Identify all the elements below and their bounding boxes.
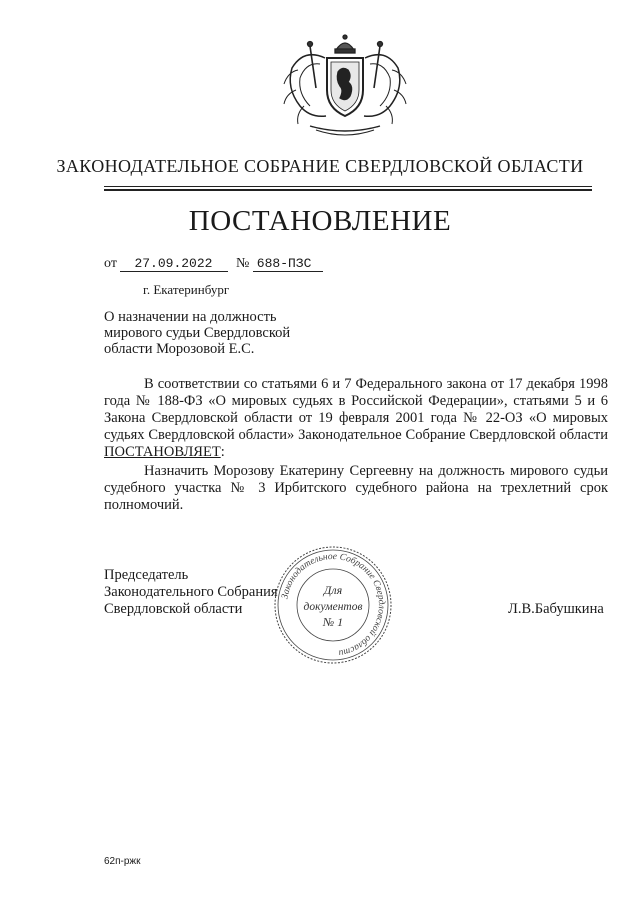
decree-colon: : — [220, 444, 225, 460]
number-prefix: № — [235, 256, 250, 271]
sverdlovsk-oblast-coat-of-arms-icon — [270, 28, 420, 140]
body-paragraph: Назначить Морозову Екатерину Сергеевну на должность мирового судьи судебного участка № 3 Ирбитского судебного района на трехлетний срок полномочий. — [104, 463, 608, 513]
document-city: г. Екатеринбург — [143, 282, 230, 297]
stamp-center-line: № 1 — [322, 615, 344, 629]
preamble-text: В соответствии со статьями 6 и 7 Федерального закона от 17 декабря 1998 года № 188-ФЗ «О мировых судьях в Российской Федерации», статьями 5 и 6 Закона Свердловской области от 19 февраля 2001 года № 22-ОЗ «О мировых судьях Свердловской области» Законодательное Собрание Свердловской области — [104, 376, 608, 443]
document-subject — [104, 309, 364, 357]
signatory-name: Л.В.Бабушкина — [508, 601, 604, 617]
document-date: 27.09.2022 — [120, 256, 228, 272]
header-divider-thick — [104, 189, 592, 191]
stamp-center-line: документов — [303, 601, 363, 613]
document-meta — [104, 256, 323, 272]
decree-word: ПОСТАНОВЛЯЕТ — [104, 444, 221, 460]
subject-line: области Морозовой Е.С. — [104, 341, 255, 357]
subject-line: О назначении на должность — [104, 309, 277, 325]
signatory-line: Законодательного Собрания — [104, 584, 278, 600]
document-title: ПОСТАНОВЛЕНИЕ — [188, 205, 452, 237]
official-stamp — [272, 544, 394, 666]
subject-line: мирового судьи Свердловской — [104, 325, 291, 341]
date-prefix: от — [104, 256, 117, 271]
body-paragraph — [104, 376, 608, 461]
footer-code: 62п-ржк — [104, 856, 141, 867]
document-body — [104, 376, 608, 514]
stamp-center-line: Для — [323, 583, 343, 597]
stamp-ring-text: Законодательное Собрание Свердловской области — [280, 551, 387, 658]
signatory-title — [104, 567, 278, 618]
document-number: 688-ПЗС — [253, 256, 323, 272]
signatory-line: Свердловской области — [104, 601, 243, 617]
header-divider — [104, 186, 592, 187]
organization-name: ЗАКОНОДАТЕЛЬНОЕ СОБРАНИЕ СВЕРДЛОВСКОЙ ОБЛАСТИ — [56, 156, 584, 176]
signatory-line: Председатель — [104, 567, 189, 583]
